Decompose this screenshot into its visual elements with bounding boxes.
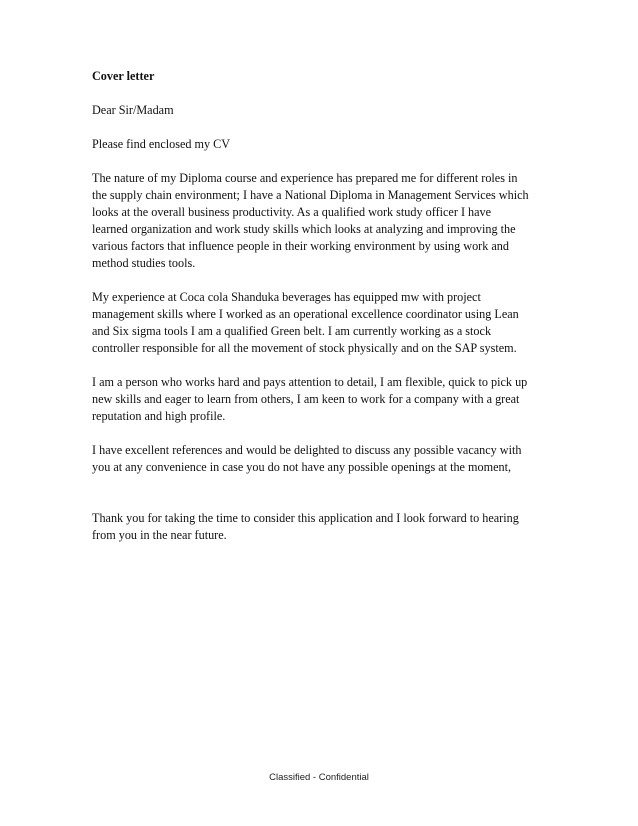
letter-title: Cover letter	[92, 69, 155, 83]
paragraph-line: reputation and high profile.	[92, 409, 226, 423]
paragraph-line: looks at the overall business productivity. As a qualified work study officer I have	[92, 205, 492, 219]
paragraph-line: I am a person who works hard and pays attention to detail, I am flexible, quick to pick up	[92, 375, 528, 389]
paragraph-line: controller responsible for all the movement of stock physically and on the SAP system.	[92, 341, 517, 355]
paragraph-work-experience	[92, 289, 552, 357]
page-footer: Classified - Confidential	[269, 772, 369, 783]
paragraph-line: new skills and eager to learn from others, I am keen to work for a company with a great	[92, 392, 520, 406]
paragraph-closing	[92, 510, 552, 544]
paragraph-line: The nature of my Diploma course and experience has prepared me for different roles in	[92, 171, 518, 185]
paragraph-personal-qualities	[92, 374, 552, 425]
paragraph-line: from you in the near future.	[92, 528, 227, 542]
paragraph-line: you at any convenience in case you do not have any possible openings at the moment,	[92, 460, 512, 474]
paragraph-line: My experience at Coca cola Shanduka beverages has equipped mw with project	[92, 290, 481, 304]
paragraph-line: the supply chain environment; I have a National Diploma in Management Services which	[92, 188, 529, 202]
paragraph-line: management skills where I worked as an operational excellence coordinator using Lean	[92, 307, 519, 321]
paragraph-experience-diploma	[92, 170, 552, 272]
paragraph-line: and Six sigma tools I am a qualified Green belt. I am currently working as a stock	[92, 324, 492, 338]
paragraph-references	[92, 442, 552, 476]
enclosure-note: Please find enclosed my CV	[92, 137, 231, 151]
paragraph-line: method studies tools.	[92, 256, 196, 270]
paragraph-line: I have excellent references and would be delighted to discuss any possible vacancy with	[92, 443, 522, 457]
paragraph-line: learned organization and work study skills which looks at analyzing and improving the	[92, 222, 516, 236]
letter-body	[92, 68, 552, 561]
paragraph-line: various factors that influence people in their working environment by using work and	[92, 239, 509, 253]
salutation: Dear Sir/Madam	[92, 103, 174, 117]
paragraph-line: Thank you for taking the time to consider this application and I look forward to hearing	[92, 511, 519, 525]
